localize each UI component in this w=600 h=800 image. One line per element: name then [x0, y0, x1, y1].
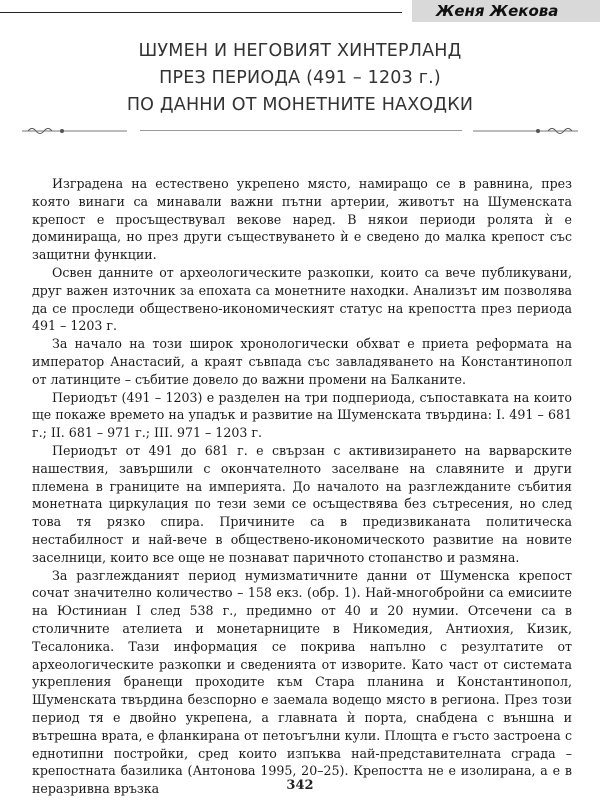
page-number: 342 [286, 778, 314, 793]
title-line-1: ШУМЕН И НЕГОВИЯТ ХИНТЕРЛАНД [138, 41, 462, 61]
paragraph: Периодът от 491 до 681 г. е свързан с активизирането на варварските нашествия, завършили с окончателното заселване на славяните и други племена в границите на империята. До началото на разглежданите събития монетната циркулация по тези земи се осъществява без сътресения, но след това тя рязко спира. Причините са в предизвиканата политическа нестабилност и най-вече в обществено-икономическото развитие на новите заселници, които все още не познават паричното стопанство и размяна. [32, 442, 572, 565]
paragraph: За разглежданият период нумизматичните данни от Шуменска крепост сочат значително количество – 158 екз. (обр. 1). Най-многобройни са емисиите на Юстиниан I след 538 г., предимно от 40 и 20 нумии. Отсечени са в столичните ателиета и монетарниците в Никомедия, Антиохия, Кизик, Тесалоника. Тази информация се покрива напълно с резултатите от археологическите разкопки и сведенията от изворите. Като част от системата укрепления бранещи проходите към Стара планина и Константинопол, Шуменската твърдина безспорно е заемала водещо място в региона. През този период тя е двойно укрепена, а главната ѝ порта, снабдена с външна и вътрешна врата, е фланкирана от петоъгълни кули. Площта е гъсто застроена с еднотипни постройки, сред които изпъква най-представителната сграда – крепостната базилика (Антонова 1995, 20–25). Крепостта не е изолирана, а е в неразривна връзка [32, 567, 572, 797]
ornament-left-icon [22, 125, 127, 137]
paragraph: Периодът (491 – 1203) е разделен на три подпериода, съпоставката на които ще покаже времето на упадък и развитие на Шуменската твърдина: І. 491 – 681 г.; ІІ. 681 – 971 г.; ІІІ. 971 – 1203 г. [32, 389, 572, 441]
running-header-author: Женя Жекова [412, 0, 600, 22]
title-line-3: ПО ДАННИ ОТ МОНЕТНИТЕ НАХОДКИ [126, 95, 474, 115]
paragraph: Изградена на естествено укрепено място, намиращо се в равнина, през която винаги са минавали важни пътни артерии, животът на Шуменската крепост е просъществувал векове наред. В някои периоди ролята ѝ е доминираща, но през други съществуването ѝ е сведено до малка крепост със защитни функции. [32, 176, 572, 263]
title-divider [140, 130, 462, 131]
paragraph: За начало на този широк хронологически обхват е приета реформата на император Анастасий, а краят съвпада със завладяването на Константинопол от латинците – събитие довело до важни промени на Балканите. [32, 336, 572, 387]
title-line-2: ПРЕЗ ПЕРИОДА (491 – 1203 г.) [159, 68, 441, 88]
ornament-right-icon [473, 125, 578, 137]
article-body [32, 175, 572, 798]
paragraph: Освен данните от археологическите разкопки, които са вече публикувани, друг важен източник за епохата са монетните находки. Анализът им позволява да се проследи обществено-икономическият статус на крепостта през периода 491 – 1203 г. [32, 264, 572, 334]
header-rule [0, 12, 402, 13]
article-title [0, 38, 600, 119]
